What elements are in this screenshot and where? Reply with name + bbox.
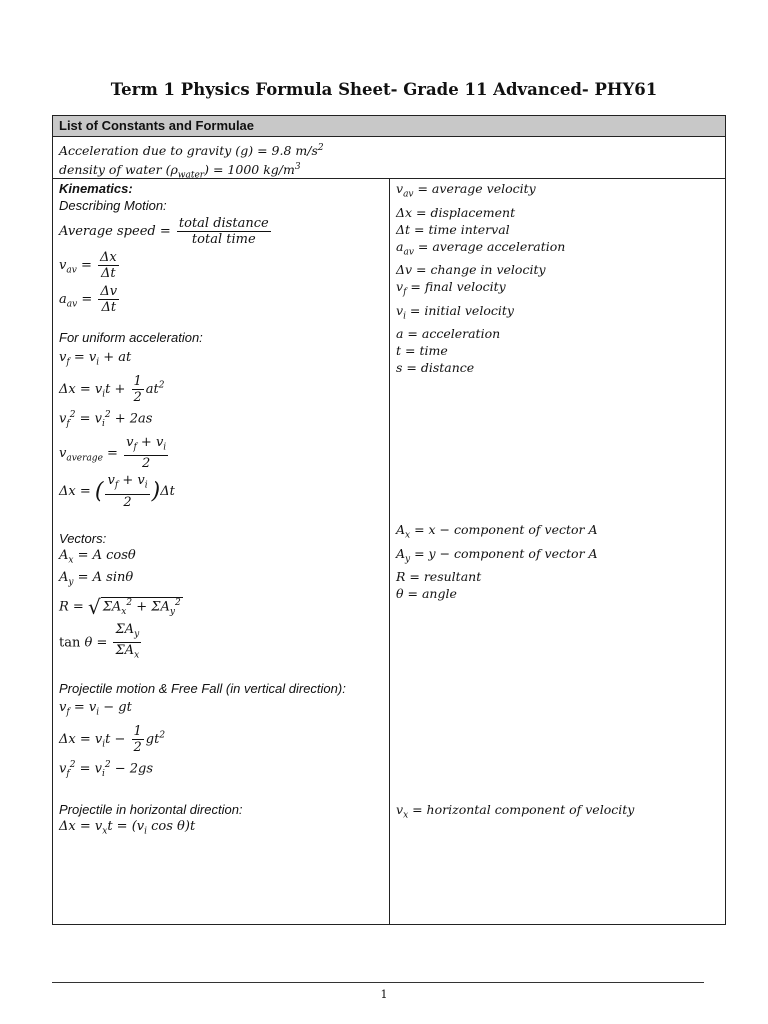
formula-vf2-gs: $v_f^2 = v_i^2 - 2gs$: [59, 759, 153, 779]
formula-dx-half-at2: $\Delta x = v_it$ + $\frac{1}{2}$ $at^2$: [59, 373, 165, 405]
vectors-heading: Vectors:: [59, 530, 107, 546]
projectile-horizontal-heading: Projectile in horizontal direction:: [59, 801, 243, 817]
formula-dx-horizontal: $\Delta x = v_xt = (v_i$ cos θ)t: [59, 818, 196, 837]
formula-average-velocity: $v_{av}$ = $\frac{\Delta x}{\Delta t}$: [59, 250, 117, 281]
constants-row: [53, 137, 725, 179]
definitions-motion-list: [396, 180, 721, 376]
definition-item: a = acceleration: [396, 326, 501, 341]
definition-item: Δx = displacement: [396, 204, 516, 220]
definition-item: t = time: [396, 343, 448, 358]
definition-item: $A_x = x$ − component of vector A: [396, 522, 598, 541]
page-number: 1: [380, 988, 388, 1001]
formula-vf-gt: $v_f = v_i$ − gt: [59, 700, 132, 718]
formula-column: [59, 180, 385, 840]
definition-item: Δv = change in velocity: [396, 262, 546, 277]
formula-vf-at: $v_f = v_i$ + at: [59, 350, 132, 368]
definition-item: Δt = time interval: [396, 221, 510, 237]
formula-ax: $A_x = A$ cosθ: [59, 547, 136, 566]
footer-rule: [52, 982, 704, 983]
definition-item: s = distance: [396, 360, 475, 375]
definitions-vectors-list: [396, 521, 598, 602]
formula-average-speed: Average speed = $\frac{\text{total distance}}{\text{total time}}$: [59, 216, 269, 247]
page-title: Term 1 Physics Formula Sheet- Grade 11 Advanced- PHY61: [110, 80, 658, 99]
definition-item: $A_y = y$ − component of vector A: [396, 545, 598, 564]
formula-body: [53, 179, 725, 924]
definition-item: θ = angle: [396, 586, 457, 601]
definition-item: R = resultant: [396, 569, 482, 584]
projectile-vertical-heading: Projectile motion & Free Fall (in vertical direction):: [59, 681, 346, 697]
kinematics-heading: Kinematics:: [59, 181, 133, 196]
formula-table: [52, 115, 726, 925]
describing-motion-heading: Describing Motion:: [59, 198, 167, 213]
formula-dx-average: Δx = ( $\frac{v_f + v_i}{2}$ )Δt: [59, 473, 175, 510]
uniform-acceleration-heading: For uniform acceleration:: [59, 330, 203, 345]
table-header: List of Constants and Formulae: [53, 116, 725, 137]
formula-resultant: R = √ $\Sigma A_x^2 + \Sigma A_y^2$: [59, 594, 181, 619]
definition-item: $v_i$ = initial velocity: [396, 302, 514, 321]
definitions-column: [396, 180, 721, 821]
definition-item: $v_{av}$ = average velocity: [396, 181, 536, 200]
formula-dx-half-gt2: $\Delta x = v_it$ − $\frac{1}{2}$ $gt^2$: [59, 723, 166, 755]
formula-ay: $A_y = A$ sinθ: [59, 570, 134, 588]
formula-tan-theta: tan θ = $\frac{\Sigma A_y}{\Sigma A_x}$: [59, 621, 140, 662]
formula-average-acceleration: $a_{av}$ = $\frac{\Delta v}{\Delta t}$: [59, 284, 118, 315]
definition-item: $a_{av}$ = average acceleration: [396, 238, 566, 257]
constant-water-density: density of water $(\rho_{water}) = 1000$ $kg/m^3$: [59, 162, 301, 181]
column-divider: [389, 179, 390, 924]
definition-item: $v_f$ = final velocity: [396, 279, 506, 298]
constant-gravity: Acceleration due to gravity (g) = 9.8 $m/s^2$: [59, 143, 324, 159]
formula-v-average: $v_{average}$ = $\frac{v_f + v_i}{2}$: [59, 434, 167, 472]
definition-horizontal-velocity: $v_x$ = horizontal component of velocity: [396, 802, 635, 821]
formula-vf2: $v_f^2 = v_i^2 + 2as$: [59, 409, 153, 429]
